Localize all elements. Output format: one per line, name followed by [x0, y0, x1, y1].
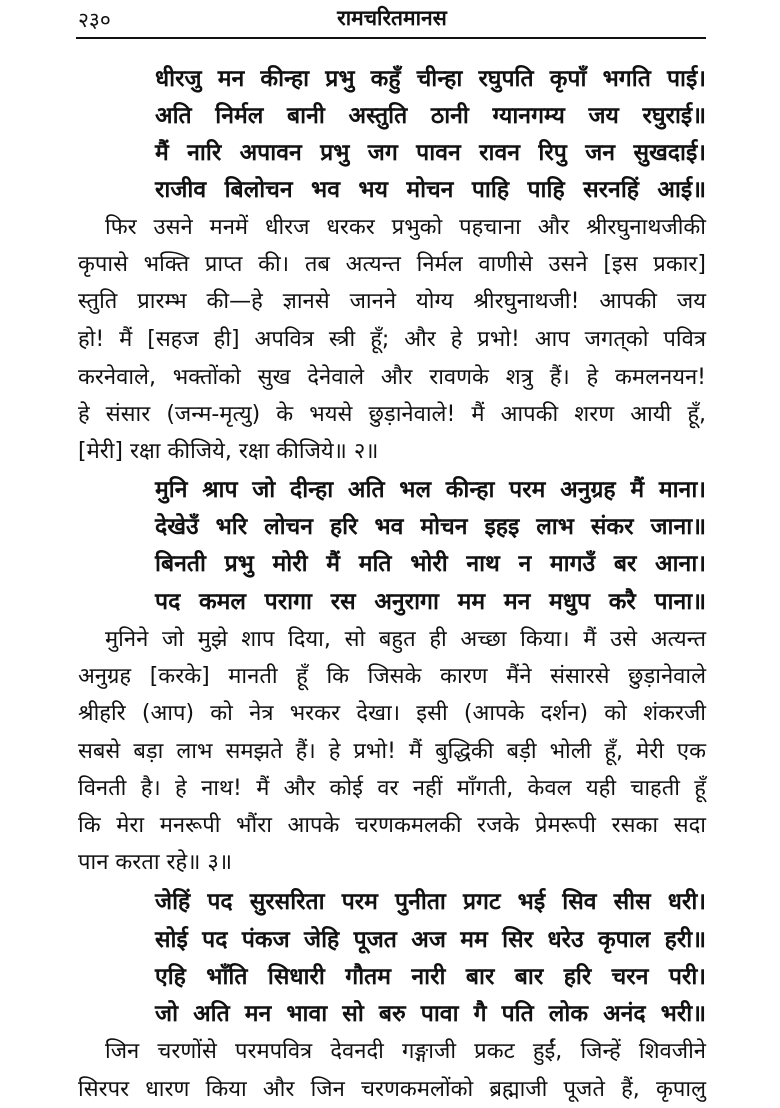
prose-line: [मेरी] रक्षा कीजिये, रक्षा कीजिये॥ २॥ [78, 439, 379, 464]
verse-line: एहि भाँति सिधारी गौतम नारी बार बार हरि चरन परी। [155, 964, 706, 990]
verse-line: धीरजु मन कीन्हा प्रभु कहुँ चीन्हा रघुपति कृपाँ भगति पाई। [155, 66, 706, 92]
prose-line: मुनिने जो मुझे शाप दिया, सो बहुत ही अच्छा किया। मैं उसे अत्यन्त [105, 627, 706, 652]
prose-line: कि मेरा मनरूपी भौंरा आपके चरणकमलकी रजके प्रेमरूपी रसका सदा [78, 813, 706, 838]
prose-line: श्रीहरि (आप) को नेत्र भरकर देखा। इसी (आपके दर्शन) को शंकरजी [78, 701, 706, 726]
verse-line: बिनती प्रभु मोरी मैं मति भोरी नाथ न मागउँ बर आना। [155, 551, 706, 577]
verse-line: जेहिं पद सुरसरिता परम पुनीता प्रगट भई सिव सीस धरी। [155, 889, 706, 915]
prose-line: करनेवाले, भक्तोंको सुख देनेवाले और रावणके शत्रु हैं। हे कमलनयन! [78, 365, 706, 390]
verse-line: देखेउँ भरि लोचन हरि भव मोचन इहइ लाभ संकर जाना॥ [155, 514, 706, 540]
running-title: रामचरितमानस [337, 6, 447, 30]
prose-line: पान करता रहे॥ ३॥ [78, 850, 232, 875]
prose-line: जिन चरणोंसे परमपवित्र देवनदी गङ्गाजी प्रकट हुईं, जिन्हें शिवजीने [105, 1039, 706, 1064]
verse-line: अति निर्मल बानी अस्तुति ठानी ग्यानगम्य जय रघुराई॥ [155, 103, 706, 129]
verse-line: मैं नारि अपावन प्रभु जग पावन रावन रिपु जन सुखदाई। [155, 140, 706, 166]
prose-line: हे संसार (जन्म-मृत्यु) के भयसे छुड़ानेवाले! मैं आपकी शरण आयी हूँ, [78, 402, 706, 427]
prose-line: विनती है। हे नाथ! मैं और कोई वर नहीं माँगती, केवल यही चाहती हूँ [78, 776, 706, 801]
prose-line: अनुग्रह [करके] मानती हूँ कि जिसके कारण मैंने संसारसे छुड़ानेवाले [78, 664, 706, 689]
header-rule [76, 37, 706, 39]
page-header [78, 2, 706, 36]
page-number: २३० [78, 8, 111, 32]
prose-line: स्तुति प्रारम्भ की—हे ज्ञानसे जानने योग्य श्रीरघुनाथजी! आपकी जय [78, 289, 706, 314]
verse-line: जो अति मन भावा सो बरु पावा गै पति लोक अनंद भरी॥ [155, 1001, 706, 1027]
prose-line: सबसे बड़ा लाभ समझते हैं। हे प्रभो! मैं बुद्धिकी बड़ी भोली हूँ, मेरी एक [78, 739, 706, 764]
verse-line: राजीव बिलोचन भव भय मोचन पाहि पाहि सरनहिं आई॥ [155, 177, 706, 203]
prose-line: फिर उसने मनमें धीरज धरकर प्रभुको पहचाना और श्रीरघुनाथजीकी [105, 215, 706, 240]
verse-line: पद कमल परागा रस अनुरागा मम मन मधुप करै पाना॥ [155, 589, 706, 615]
prose-line: हो! मैं [सहज ही] अपवित्र स्त्री हूँ; और हे प्रभो! आप जगत्‌को पवित्र [78, 327, 706, 352]
verse-line: सोई पद पंकज जेहि पूजत अज मम सिर धरेउ कृपाल हरी॥ [155, 927, 706, 953]
prose-line: कृपासे भक्ति प्राप्त की। तब अत्यन्त निर्मल वाणीसे उसने [इस प्रकार] [78, 252, 706, 277]
verse-line: मुनि श्राप जो दीन्हा अति भल कीन्हा परम अनुग्रह मैं माना। [155, 477, 706, 503]
prose-line: सिरपर धारण किया और जिन चरणकमलोंको ब्रह्माजी पूजते हैं, कृपालु [78, 1077, 706, 1102]
